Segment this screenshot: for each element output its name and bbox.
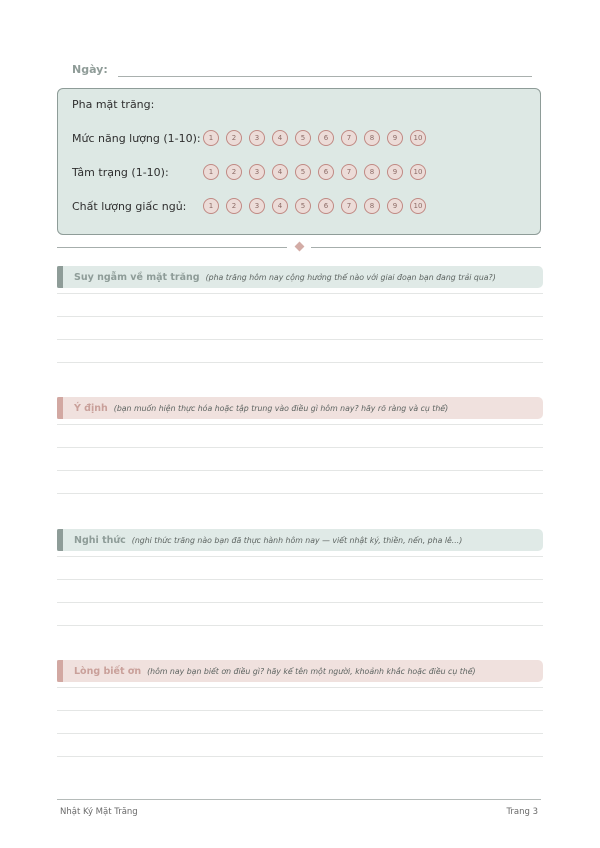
mood-scale-label: Tâm trạng (1-10): — [72, 166, 169, 179]
section-hint: (nghi thức trăng nào bạn đã thực hành hôm nay — viết nhật ký, thiền, nến, pha lê...) — [131, 535, 463, 545]
diamond-ornament-icon — [295, 242, 305, 252]
section-accent-bar — [57, 266, 63, 288]
writing-line[interactable] — [57, 688, 543, 711]
rating-circle-3[interactable]: 3 — [249, 164, 265, 180]
date-row — [72, 63, 532, 79]
section-title: Ý định — [74, 402, 108, 414]
section-hint: (hôm nay bạn biết ơn điều gì? hãy kể tên một người, khoảnh khắc hoặc điều cụ thể) — [147, 666, 476, 676]
writing-line[interactable] — [57, 425, 543, 448]
section-title: Lòng biết ơn — [74, 665, 142, 677]
rating-circle-7[interactable]: 7 — [341, 130, 357, 146]
section-header — [57, 529, 543, 551]
moon-phase-label: Pha mặt trăng: — [72, 98, 155, 111]
section-hint: (bạn muốn hiện thực hóa hoặc tập trung vào điều gì hôm nay? hãy rõ ràng và cụ thể) — [113, 403, 449, 413]
rating-circle-4[interactable]: 4 — [272, 130, 288, 146]
writing-line[interactable] — [57, 317, 543, 340]
rating-circle-8[interactable]: 8 — [364, 130, 380, 146]
daily-tracker-box — [57, 88, 541, 235]
rating-circle-8[interactable]: 8 — [364, 164, 380, 180]
rating-circle-6[interactable]: 6 — [318, 164, 334, 180]
ornamental-divider — [57, 242, 541, 252]
rating-circle-5[interactable]: 5 — [295, 130, 311, 146]
writing-line[interactable] — [57, 340, 543, 363]
section-accent-bar — [57, 397, 63, 419]
rating-circle-2[interactable]: 2 — [226, 198, 242, 214]
rating-circle-9[interactable]: 9 — [387, 130, 403, 146]
rating-circle-10[interactable]: 10 — [410, 130, 426, 146]
rating-circle-1[interactable]: 1 — [203, 164, 219, 180]
rating-circle-3[interactable]: 3 — [249, 198, 265, 214]
section-gratitude — [57, 660, 543, 757]
writing-line[interactable] — [57, 557, 543, 580]
rating-circle-3[interactable]: 3 — [249, 130, 265, 146]
sleep-scale-label: Chất lượng giấc ngủ: — [72, 200, 187, 213]
rating-circle-7[interactable]: 7 — [341, 198, 357, 214]
divider-line-right — [311, 247, 541, 248]
rating-circle-6[interactable]: 6 — [318, 198, 334, 214]
section-title: Nghi thức — [74, 534, 126, 546]
rating-circle-9[interactable]: 9 — [387, 164, 403, 180]
writing-line[interactable] — [57, 471, 543, 494]
mood-scale-circles — [203, 164, 433, 180]
rating-circle-10[interactable]: 10 — [410, 198, 426, 214]
rating-circle-4[interactable]: 4 — [272, 164, 288, 180]
section-ritual — [57, 529, 543, 626]
rating-circle-2[interactable]: 2 — [226, 164, 242, 180]
writing-line[interactable] — [57, 711, 543, 734]
section-accent-bar — [57, 660, 63, 682]
section-moon-reflection — [57, 266, 543, 363]
journal-name: Nhật Ký Mặt Trăng — [60, 807, 138, 817]
rating-circle-4[interactable]: 4 — [272, 198, 288, 214]
rating-circle-5[interactable]: 5 — [295, 164, 311, 180]
page-number: Trang 3 — [506, 807, 538, 817]
rating-circle-7[interactable]: 7 — [341, 164, 357, 180]
rating-circle-1[interactable]: 1 — [203, 198, 219, 214]
section-accent-bar — [57, 529, 63, 551]
rating-circle-6[interactable]: 6 — [318, 130, 334, 146]
writing-line[interactable] — [57, 734, 543, 757]
rating-circle-9[interactable]: 9 — [387, 198, 403, 214]
date-label: Ngày: — [72, 63, 108, 76]
sleep-scale-circles — [203, 198, 433, 214]
energy-scale-circles — [203, 130, 433, 146]
section-header — [57, 397, 543, 419]
energy-scale-label: Mức năng lượng (1-10): — [72, 132, 201, 145]
section-title: Suy ngẫm về mặt trăng — [74, 271, 200, 283]
section-intention — [57, 397, 543, 494]
section-header — [57, 660, 543, 682]
page-footer — [57, 799, 541, 817]
rating-circle-1[interactable]: 1 — [203, 130, 219, 146]
rating-circle-10[interactable]: 10 — [410, 164, 426, 180]
writing-line[interactable] — [57, 580, 543, 603]
rating-circle-8[interactable]: 8 — [364, 198, 380, 214]
writing-line[interactable] — [57, 448, 543, 471]
rating-circle-5[interactable]: 5 — [295, 198, 311, 214]
rating-circle-2[interactable]: 2 — [226, 130, 242, 146]
writing-line[interactable] — [57, 294, 543, 317]
section-header — [57, 266, 543, 288]
date-write-line[interactable] — [118, 76, 532, 77]
section-hint: (pha trăng hôm nay cộng hưởng thế nào với giai đoạn bạn đang trải qua?) — [205, 272, 496, 282]
writing-line[interactable] — [57, 603, 543, 626]
divider-line-left — [57, 247, 287, 248]
